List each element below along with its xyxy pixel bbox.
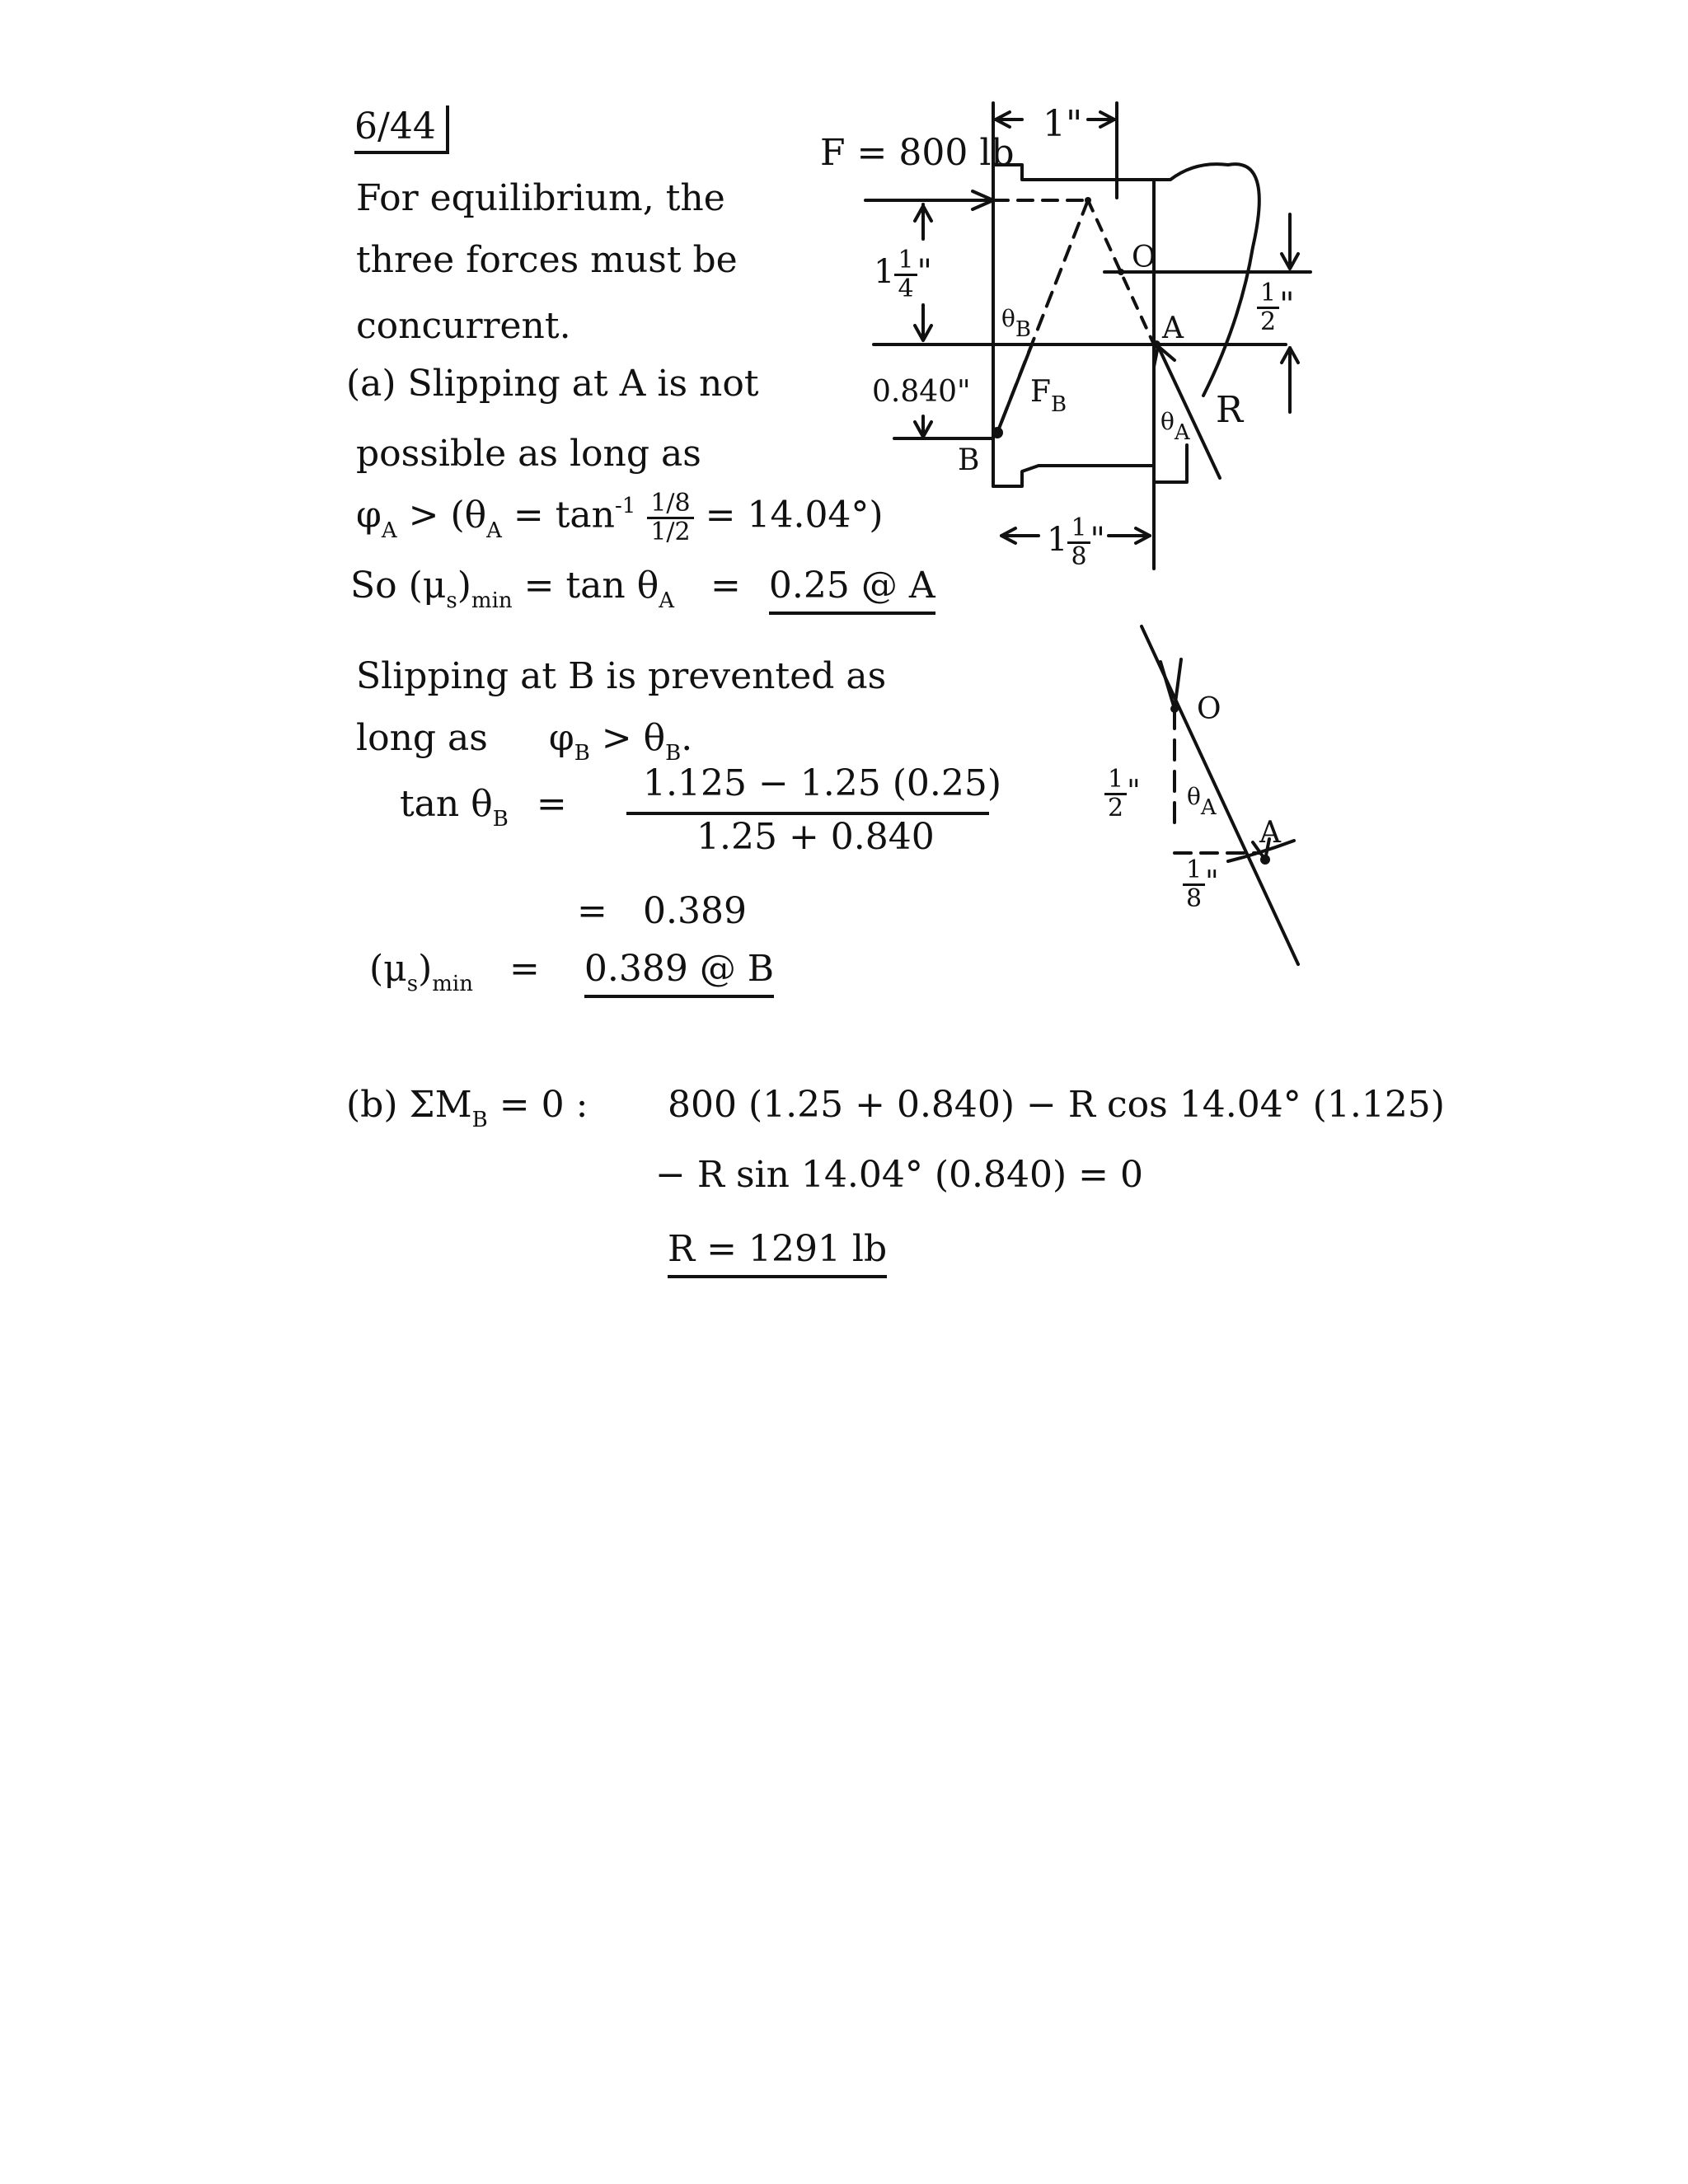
theta-a-subscript: A — [486, 518, 502, 543]
force-fb-line — [997, 344, 1032, 433]
tan-theta-a: = tan θ — [523, 565, 659, 607]
gt-theta-a: > (θ — [408, 494, 487, 537]
tan-theta-b-subscript: B — [492, 807, 509, 832]
label-theta-a-subscript: A — [1174, 420, 1190, 445]
result-b: 0.389 @ B — [584, 948, 774, 998]
result-r: R = 1291 lb — [668, 1228, 887, 1278]
slip-b-gt-theta: > θ — [601, 717, 666, 759]
label-a: A — [1162, 312, 1184, 345]
dim-right-unit: " — [1279, 286, 1295, 324]
mu-s-subscript: s — [446, 588, 457, 613]
intro-line-1: For equilibrium, the — [356, 177, 725, 219]
dim-bottom-whole: 1 — [1047, 521, 1068, 559]
mu-b-s-subscript: s — [406, 972, 419, 996]
label-fb-main: F — [1030, 375, 1051, 409]
label-theta-a — [1160, 408, 1190, 445]
mu-s-open: (μ — [408, 565, 447, 607]
label-r: R — [1216, 389, 1244, 431]
part-b-equation-2: − R sin 14.04° (0.840) = 0 — [655, 1154, 1144, 1196]
dim-left-whole: 1 — [874, 253, 895, 291]
angle-fraction-den: 1/2 — [650, 517, 691, 546]
tan-b-value: 0.389 — [643, 890, 747, 932]
detail-eighth-unit: " — [1205, 865, 1219, 899]
intro-line-2: three forces must be — [356, 239, 738, 281]
force-label: F = 800 lb — [820, 132, 1015, 174]
tan-theta-b-equals: = — [536, 783, 567, 825]
slip-b-line-1: Slipping at B is prevented as — [356, 655, 887, 697]
detail-eighth-fraction — [1183, 857, 1205, 912]
dim-right-label — [1257, 280, 1295, 335]
detail-half-fraction — [1104, 766, 1127, 821]
dim-bottom-den: 8 — [1071, 541, 1087, 571]
detail-half-num: 1 — [1104, 766, 1127, 795]
result-a-equals: = — [710, 565, 741, 607]
mu-b-equals: = — [509, 948, 540, 990]
dim-right-den: 2 — [1260, 307, 1277, 336]
mu-b-min-subscript: min — [432, 972, 473, 996]
part-b-moment-subscript: B — [471, 1108, 488, 1132]
intro-line-3: concurrent. — [356, 305, 571, 347]
detail-point-a — [1260, 855, 1270, 865]
angle-value: = 14.04°) — [705, 494, 884, 537]
phi-a-symbol: φ — [356, 494, 382, 537]
part-a-line-2: possible as long as — [356, 433, 701, 475]
dim-bottom-fraction — [1067, 515, 1090, 569]
tan-b-value-equals: = — [577, 890, 607, 932]
slip-b-period: . — [681, 717, 693, 759]
mu-s-close: ) — [457, 565, 471, 607]
detail-label-a: A — [1259, 816, 1281, 850]
point-apex — [1085, 197, 1091, 204]
detail-label-theta-a — [1187, 783, 1217, 820]
dim-left-unit: " — [917, 253, 932, 291]
tan-theta-b: tan θ — [400, 783, 493, 825]
label-theta-b-subscript: B — [1015, 317, 1031, 342]
phi-a-subscript: A — [381, 518, 397, 543]
label-theta-b — [1001, 305, 1031, 342]
label-theta-a-main: θ — [1160, 408, 1175, 435]
label-theta-b-main: θ — [1001, 305, 1015, 332]
tan-b-numerator: 1.125 − 1.25 (0.25) — [643, 762, 1002, 804]
dim-right-num: 1 — [1257, 280, 1279, 309]
mu-b-close: ) — [418, 948, 433, 990]
problem-number-text: 6/44 — [354, 105, 436, 148]
tan-theta-a-subscript: A — [659, 588, 675, 613]
point-a — [1152, 340, 1160, 349]
detail-label-o: O — [1197, 692, 1221, 726]
slip-b-long-as: long as — [356, 717, 488, 759]
point-b — [992, 427, 1003, 438]
dim-left-num: 1 — [894, 247, 917, 276]
dim-bottom-unit: " — [1090, 521, 1105, 559]
slip-b-theta-subscript: B — [665, 741, 682, 766]
body-bottom-step — [993, 466, 1154, 486]
angle-fraction-num: 1/8 — [647, 490, 693, 519]
dim-bottom-num: 1 — [1067, 515, 1090, 544]
mu-b-open: (μ — [369, 948, 407, 990]
tan-b-denominator: 1.25 + 0.840 — [696, 816, 935, 858]
detail-dim-eighth — [1183, 857, 1219, 912]
label-b: B — [958, 443, 980, 477]
detail-theta-a-main: θ — [1187, 783, 1201, 810]
detail-half-unit: " — [1127, 775, 1141, 808]
label-fb-subscript: B — [1050, 392, 1067, 417]
slip-b-phi-subscript: B — [574, 741, 590, 766]
part-b-equals-zero: = 0 : — [499, 1084, 588, 1126]
detail-point-o — [1170, 705, 1179, 713]
dim-left-label — [874, 247, 932, 302]
dim-bottom-label — [1047, 515, 1105, 569]
tan-b-fraction-bar — [626, 812, 989, 815]
detail-dim-half — [1104, 766, 1141, 821]
part-a-line-1: (a) Slipping at A is not — [346, 363, 759, 405]
detail-eighth-num: 1 — [1183, 857, 1205, 886]
part-b-equation-1: 800 (1.25 + 0.840) − R cos 14.04° (1.125) — [668, 1084, 1445, 1126]
equals-tan: = tan — [513, 494, 615, 537]
dim-left-den: 4 — [898, 274, 914, 303]
label-fb — [1030, 375, 1067, 417]
label-o: O — [1132, 241, 1156, 274]
detail-half-den: 2 — [1108, 793, 1124, 823]
detail-eighth-den: 8 — [1186, 883, 1203, 913]
result-a: 0.25 @ A — [769, 565, 935, 615]
dim-top-label: 1" — [1043, 103, 1083, 145]
dim-right-fraction — [1257, 280, 1279, 335]
dim-left-fraction — [894, 247, 917, 302]
part-b-sum-moment: (b) ΣM — [346, 1084, 472, 1126]
point-o — [1118, 269, 1124, 275]
so-label: So — [350, 565, 397, 607]
slip-b-phi: φ — [548, 717, 574, 759]
detail-theta-a-subscript: A — [1200, 795, 1217, 820]
mu-min-subscript: min — [471, 588, 513, 613]
dim-840-label: 0.840" — [872, 375, 971, 409]
tan-inverse-superscript: -1 — [615, 493, 636, 518]
